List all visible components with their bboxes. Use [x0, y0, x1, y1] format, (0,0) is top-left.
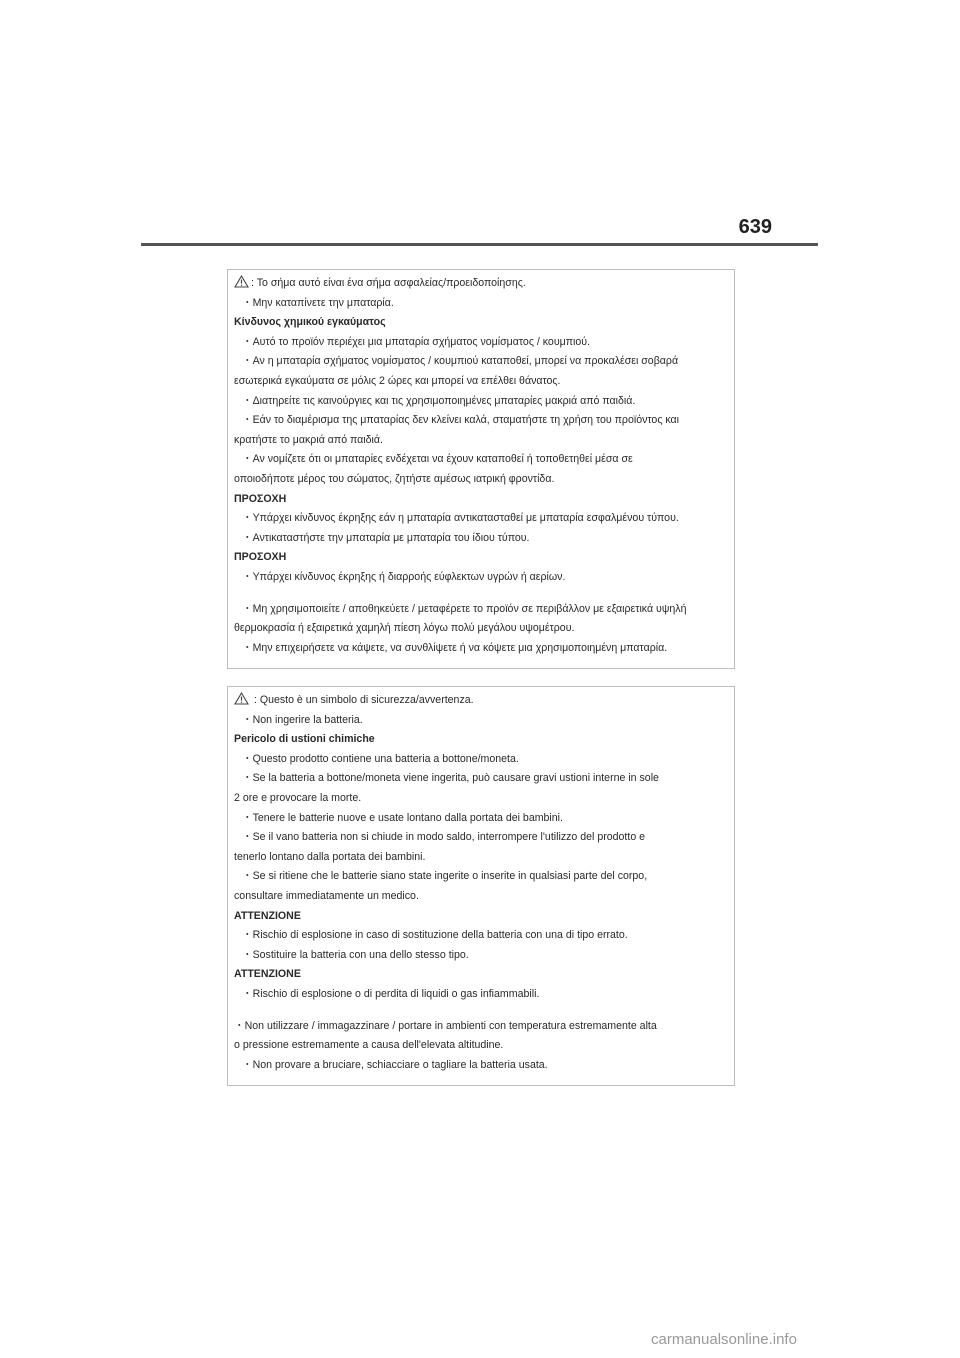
greek-line: ・Αν νομίζετε ότι οι μπαταρίες ενδέχεται να έχουν καταποθεί ή τοποθετηθεί μέσα σε: [242, 453, 633, 466]
greek-symbol-text: : Το σήμα αυτό είναι ένα σήμα ασφαλείας/προειδοποίησης.: [251, 277, 526, 289]
greek-line: ・Διατηρείτε τις καινούργιες και τις χρησιμοποιημένες μπαταρίες μακριά από παιδιά.: [242, 394, 636, 407]
italian-line: ・Rischio di esplosione o di perdita di liquidi o gas infiammabili.: [242, 987, 540, 1000]
greek-symbol-line: [234, 274, 728, 294]
greek-line: οποιοδήποτε μέρος του σώματος, ζητήστε αμέσως ιατρική φροντίδα.: [234, 472, 555, 485]
warning-triangle-icon: [234, 692, 249, 705]
greek-line: ・Υπάρχει κίνδυνος έκρηξης ή διαρροής εύφλεκτων υγρών ή αερίων.: [242, 570, 566, 583]
greek-line: θερμοκρασία ή εξαιρετικά χαμηλή πίεση λόγω πολύ μεγάλου υψομέτρου.: [234, 622, 575, 635]
greek-line: ・Υπάρχει κίνδυνος έκρηξης εάν η μπαταρία αντικατασταθεί με μπαταρία εσφαλμένου τύπου.: [242, 512, 679, 525]
italian-symbol-line: [234, 691, 728, 711]
greek-line: ・Μην επιχειρήσετε να κάψετε, να συνθλίψετε ή να κόψετε μια χρησιμοποιημένη μπαταρία.: [242, 641, 668, 654]
italian-line: consultare immediatamente un medico.: [234, 889, 419, 902]
italian-line: ・Non ingerire la batteria.: [242, 713, 363, 726]
italian-line: ・Se il vano batteria non si chiude in modo saldo, interrompere l'utilizzo del prodotto e: [242, 831, 646, 844]
warning-triangle-icon: [234, 275, 249, 288]
watermark: carmanualsonline.info: [651, 1331, 797, 1348]
italian-line: ・Non utilizzare / immagazzinare / portare in ambienti con temperatura estremamente alta: [234, 1019, 657, 1032]
greek-gap: [234, 588, 728, 600]
italian-heading: ATTENZIONE: [234, 909, 301, 922]
greek-line: ・Αυτό το προϊόν περιέχει μια μπαταρία σχήματος νομίσματος / κουμπιού.: [242, 335, 591, 348]
italian-line: ・Questo prodotto contiene una batteria a bottone/moneta.: [242, 752, 519, 765]
italian-line: ・Se la batteria a bottone/moneta viene ingerita, può causare gravi ustioni interne in sole: [242, 772, 659, 785]
greek-line: ・Μην καταπίνετε την μπαταρία.: [242, 296, 394, 309]
greek-heading: Κίνδυνος χημικού εγκαύματος: [234, 316, 386, 329]
italian-line: ・Non provare a bruciare, schiacciare o tagliare la batteria usata.: [242, 1058, 548, 1071]
greek-line: ・Αν η μπαταρία σχήματος νομίσματος / κουμπιού καταποθεί, μπορεί να προκαλέσει σοβαρά: [242, 355, 679, 368]
italian-heading: ATTENZIONE: [234, 968, 301, 981]
italian-line: ・Se si ritiene che le batterie siano state ingerite o inserite in qualsiasi parte del corpo,: [242, 870, 648, 883]
italian-line: ・Rischio di esplosione in caso di sostituzione della batteria con una di tipo errato.: [242, 929, 628, 942]
italian-line: ・Tenere le batterie nuove e usate lontano dalla portata dei bambini.: [242, 811, 563, 824]
header-rule: [141, 243, 818, 246]
greek-line: ・Μη χρησιμοποιείτε / αποθηκεύετε / μεταφέρετε το προϊόν σε περιβάλλον με εξαιρετικά υψηλή: [242, 602, 687, 615]
italian-gap: [234, 1005, 728, 1017]
greek-line: ・Αντικαταστήστε την μπαταρία με μπαταρία του ίδιου τύπου.: [242, 531, 530, 544]
italian-symbol-text: : Questo è un simbolo di sicurezza/avvertenza.: [251, 694, 474, 706]
page-number: 639: [738, 216, 772, 238]
italian-line: 2 ore e provocare la morte.: [234, 791, 362, 804]
greek-heading: ΠΡΟΣΟΧΗ: [234, 492, 287, 505]
italian-line: o pressione estremamente a causa dell'elevata altitudine.: [234, 1039, 504, 1052]
greek-heading: ΠΡΟΣΟΧΗ: [234, 551, 287, 564]
italian-line: ・Sostituire la batteria con una dello stesso tipo.: [242, 948, 469, 961]
greek-line: κρατήστε το μακριά από παιδιά.: [234, 433, 383, 446]
greek-line: εσωτερικά εγκαύματα σε μόλις 2 ώρες και μπορεί να επέλθει θάνατος.: [234, 374, 561, 387]
italian-line: tenerlo lontano dalla portata dei bambini.: [234, 850, 426, 863]
italian-warning-box: [227, 686, 735, 1086]
greek-warning-box: [227, 269, 735, 669]
italian-heading: Pericolo di ustioni chimiche: [234, 733, 375, 746]
greek-line: ・Εάν το διαμέρισμα της μπαταρίας δεν κλείνει καλά, σταματήστε τη χρήση του προϊόντος και: [242, 414, 680, 427]
